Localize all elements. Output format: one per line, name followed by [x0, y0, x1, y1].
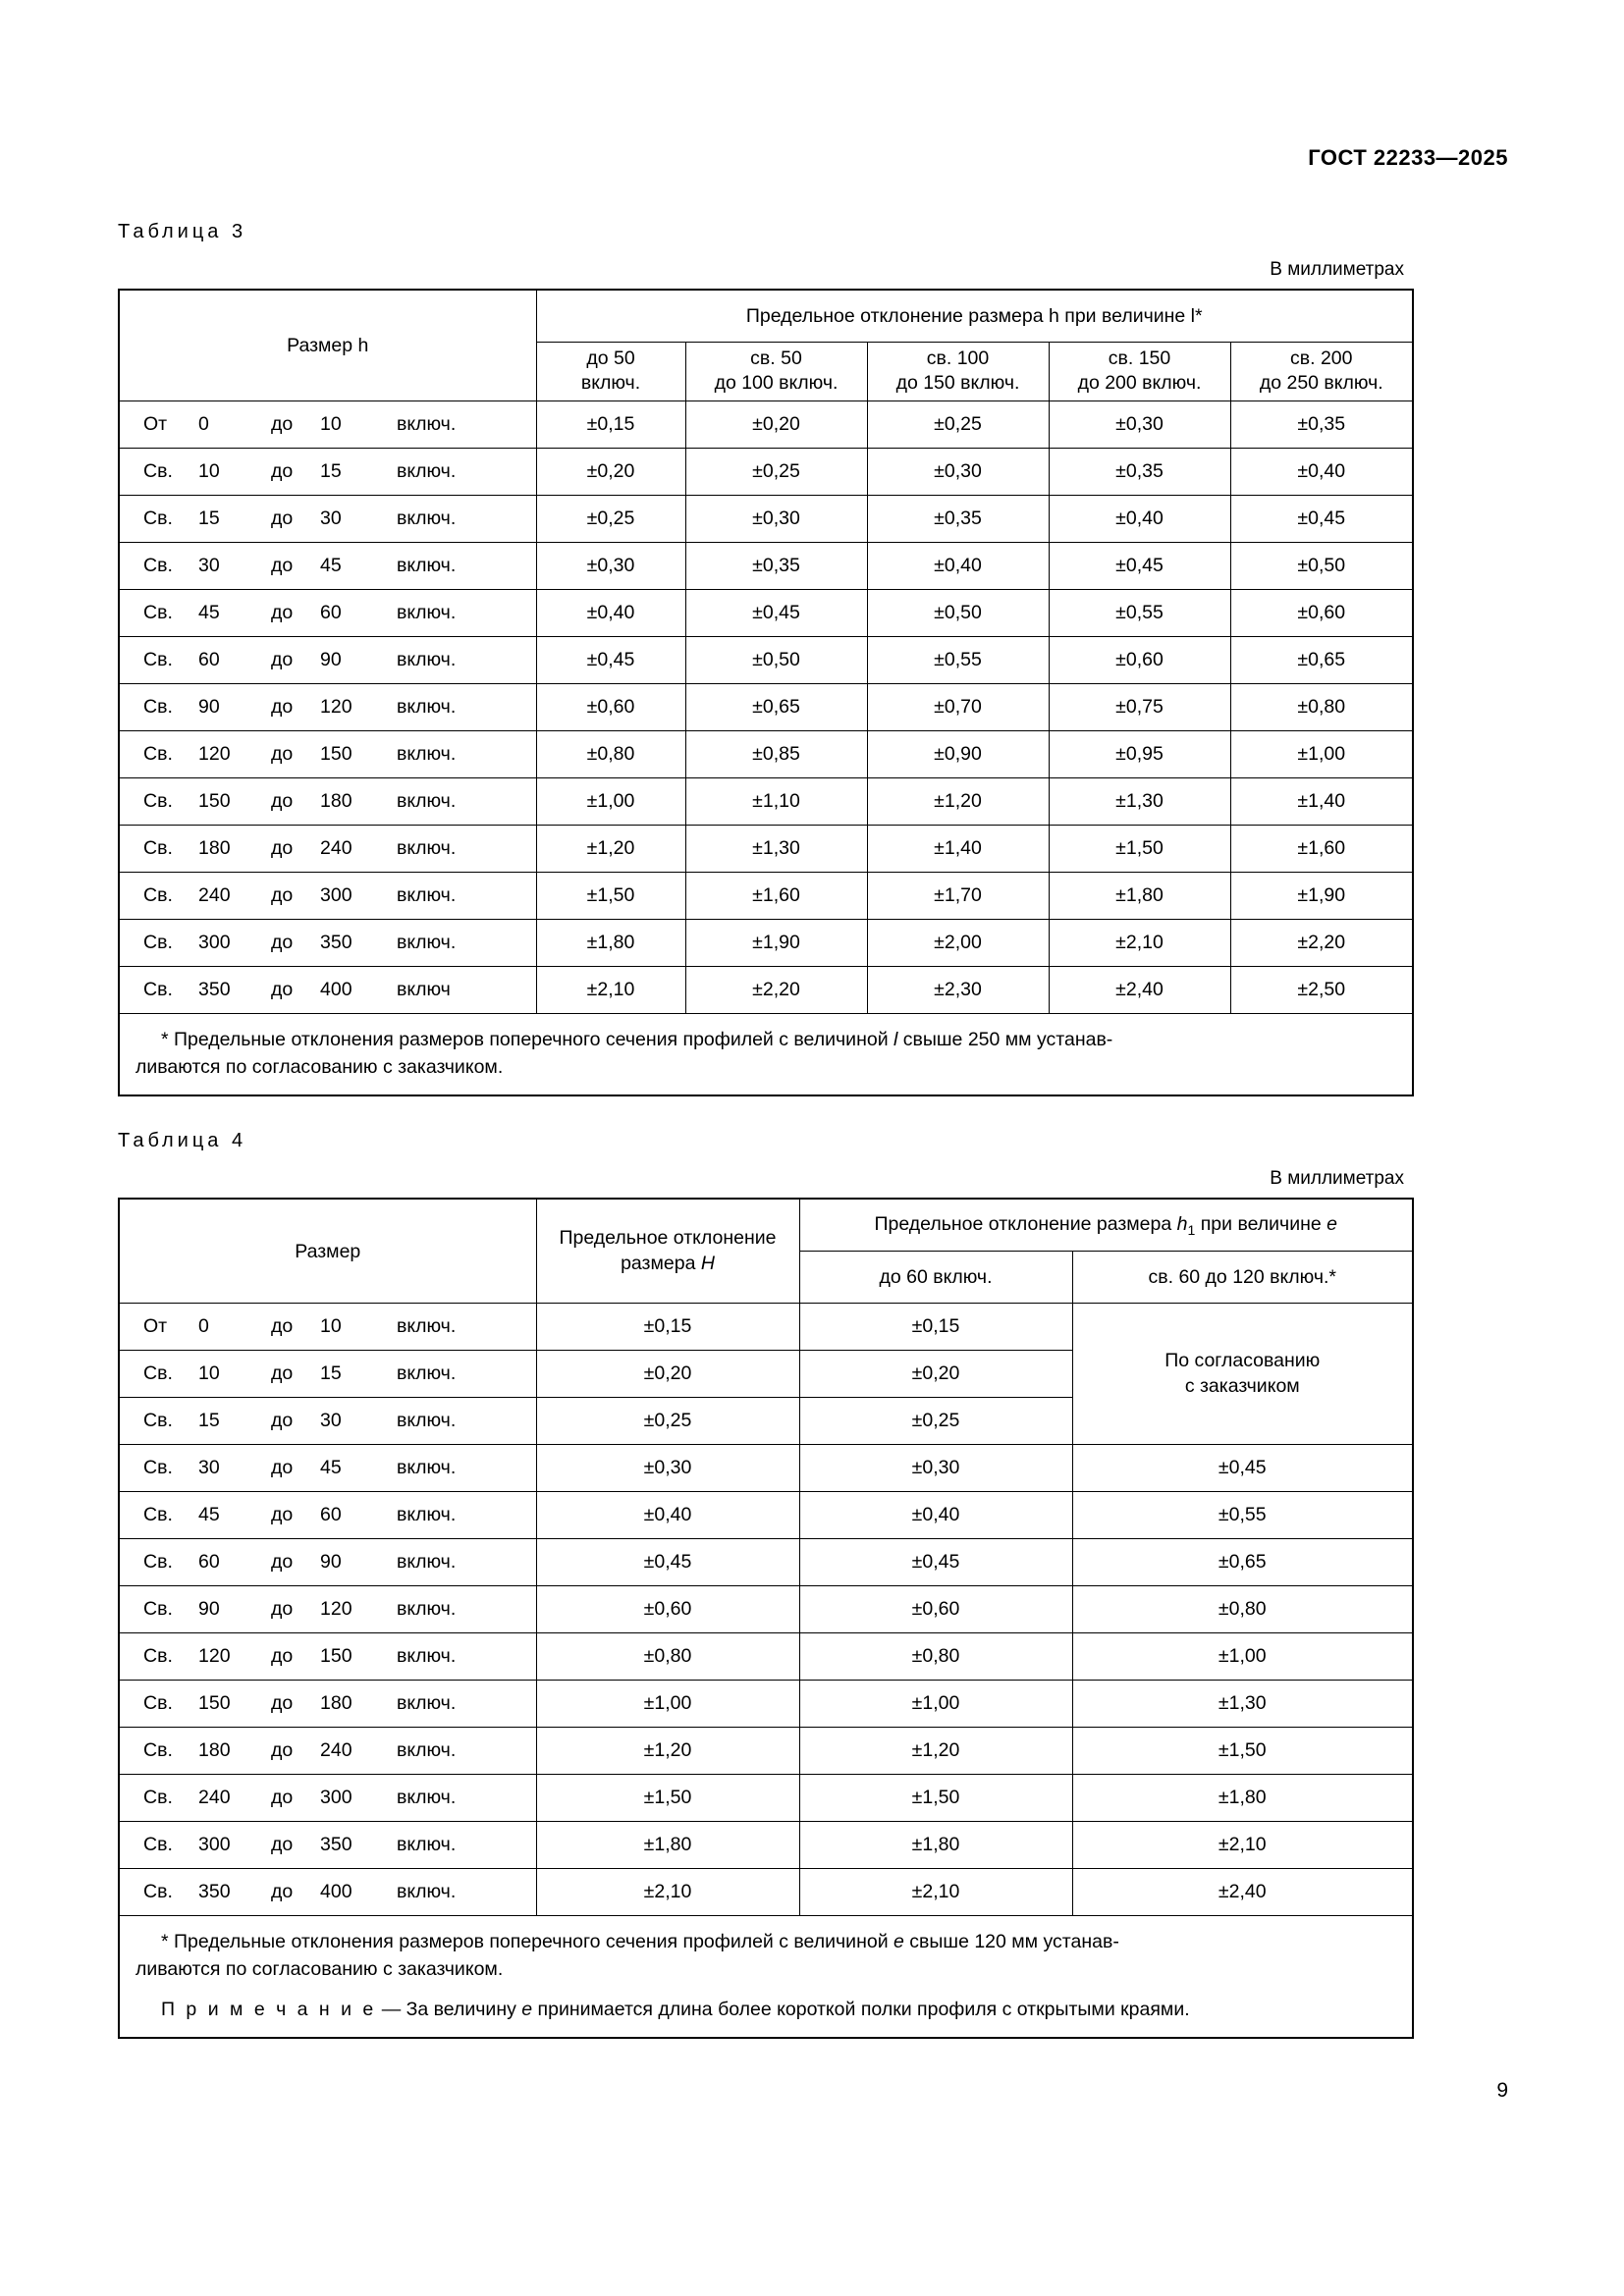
- table3-cell: ±1,30: [1049, 777, 1230, 825]
- table3-cell: ±1,00: [536, 777, 685, 825]
- table4-cell-h1: ±0,80: [799, 1633, 1072, 1681]
- table3-header-col-5: св. 200 до 250 включ.: [1230, 343, 1413, 401]
- table3-cell: ±1,60: [685, 872, 867, 919]
- table3-cell: ±0,90: [867, 730, 1049, 777]
- table3-range: Св. 10 до 15 включ.: [119, 448, 536, 495]
- table4-header-size: Размер: [119, 1199, 536, 1304]
- table-row: [119, 448, 1413, 495]
- table4-range: Св. 45 до 60 включ.: [119, 1492, 536, 1539]
- table3-range: Св. 45 до 60 включ.: [119, 589, 536, 636]
- table3-header-size: Размер h: [119, 290, 536, 400]
- table4-cell-H: ±1,20: [536, 1728, 799, 1775]
- table3-footnote: * Предельные отклонения размеров поперечного сечения профилей с величиной l свыше 250 мм устанав- ливаются по согласованию с заказчиком.: [119, 1013, 1413, 1095]
- table3-range: Св. 120 до 150 включ.: [119, 730, 536, 777]
- table3-cell: ±0,45: [1049, 542, 1230, 589]
- table-row: [119, 919, 1413, 966]
- table4-range: Св. 120 до 150 включ.: [119, 1633, 536, 1681]
- table3-cell: ±1,20: [536, 825, 685, 872]
- table-row: [119, 1869, 1413, 1916]
- table4-range: Св. 60 до 90 включ.: [119, 1539, 536, 1586]
- table4-cell-e: ±2,40: [1072, 1869, 1413, 1916]
- table3-footnote-row: [119, 1013, 1413, 1095]
- table-row: [119, 730, 1413, 777]
- table3-cell: ±2,50: [1230, 966, 1413, 1013]
- table4-cell-h1: ±0,60: [799, 1586, 1072, 1633]
- table3-units: В миллиметрах: [1270, 259, 1404, 280]
- table3-cell: ±0,30: [867, 448, 1049, 495]
- table3-range: Св. 300 до 350 включ.: [119, 919, 536, 966]
- table4-cell-e: ±1,00: [1072, 1633, 1413, 1681]
- table4-cell-H: ±1,50: [536, 1775, 799, 1822]
- table3-cell: ±1,40: [1230, 777, 1413, 825]
- table4-range: Св. 350 до 400 включ.: [119, 1869, 536, 1916]
- table4-cell-H: ±0,15: [536, 1304, 799, 1351]
- table4-range: Св. 15 до 30 включ.: [119, 1398, 536, 1445]
- table-row: [119, 1775, 1413, 1822]
- page-content: [116, 221, 1510, 2039]
- table3-cell: ±2,20: [1230, 919, 1413, 966]
- table3-header-col-2: св. 50 до 100 включ.: [685, 343, 867, 401]
- table4-range: От 0 до 10 включ.: [119, 1304, 536, 1351]
- table4-cell-H: ±0,40: [536, 1492, 799, 1539]
- table4-cell-h1: ±0,25: [799, 1398, 1072, 1445]
- table4-cell-H: ±1,80: [536, 1822, 799, 1869]
- table-row: [119, 1445, 1413, 1492]
- page-number: 9: [1496, 2079, 1508, 2102]
- table3-cell: ±0,40: [536, 589, 685, 636]
- table3-cell: ±0,70: [867, 683, 1049, 730]
- table4-header-deviation-H: Предельное отклонение размера H: [536, 1199, 799, 1304]
- table-row: [119, 589, 1413, 636]
- table3-cell: ±2,00: [867, 919, 1049, 966]
- table-row: [119, 1633, 1413, 1681]
- table3-cell: ±0,35: [867, 495, 1049, 542]
- table3-header-col-4: св. 150 до 200 включ.: [1049, 343, 1230, 401]
- table3-cell: ±0,65: [1230, 636, 1413, 683]
- table-row: [119, 636, 1413, 683]
- table3-cell: ±0,25: [685, 448, 867, 495]
- table3-cell: ±1,70: [867, 872, 1049, 919]
- table3-cell: ±1,10: [685, 777, 867, 825]
- table3-cell: ±0,95: [1049, 730, 1230, 777]
- table4-cell-h1: ±1,80: [799, 1822, 1072, 1869]
- table-row: [119, 825, 1413, 872]
- table3-caption: Таблица 3: [118, 221, 247, 242]
- table3-cell: ±0,45: [536, 636, 685, 683]
- table4-agreement-cell: По согласованию с заказчиком: [1072, 1304, 1413, 1445]
- table4-header-col-1: до 60 включ.: [799, 1252, 1072, 1304]
- table3-cell: ±0,30: [685, 495, 867, 542]
- table3-header-col-3: св. 100 до 150 включ.: [867, 343, 1049, 401]
- table4-cell-e: ±0,80: [1072, 1586, 1413, 1633]
- table3-cell: ±0,50: [685, 636, 867, 683]
- table3-range: Св. 30 до 45 включ.: [119, 542, 536, 589]
- table4-footnote: * Предельные отклонения размеров поперечного сечения профилей с величиной e свыше 120 мм устанав- ливаются по согласованию с заказчиком. П р и м е ч а н и е — За величину e принимается длина более короткой полки профиля с открытыми краями.: [119, 1916, 1413, 2038]
- table3-cell: ±0,60: [1230, 589, 1413, 636]
- table3-cell: ±1,00: [1230, 730, 1413, 777]
- table-row: [119, 1539, 1413, 1586]
- table-row: [119, 872, 1413, 919]
- table3-cell: ±0,35: [685, 542, 867, 589]
- table3-range: Св. 60 до 90 включ.: [119, 636, 536, 683]
- table3-header-row-1: [119, 290, 1413, 343]
- table3-cell: ±1,20: [867, 777, 1049, 825]
- table4-footnote-row: [119, 1916, 1413, 2038]
- table4-range: Св. 240 до 300 включ.: [119, 1775, 536, 1822]
- table3-cell: ±1,80: [1049, 872, 1230, 919]
- table3-cell: ±0,55: [1049, 589, 1230, 636]
- table3-cell: ±1,80: [536, 919, 685, 966]
- table4-cell-H: ±1,00: [536, 1681, 799, 1728]
- table3-cell: ±0,20: [536, 448, 685, 495]
- table-row: [119, 1586, 1413, 1633]
- table4-cell-e: ±1,30: [1072, 1681, 1413, 1728]
- table4-cell-H: ±0,80: [536, 1633, 799, 1681]
- table-row: [119, 1822, 1413, 1869]
- table3-cell: ±0,20: [685, 400, 867, 448]
- table4: [118, 1198, 1414, 2039]
- table-row: [119, 683, 1413, 730]
- table3-cell: ±2,20: [685, 966, 867, 1013]
- table4-cell-h1: ±1,20: [799, 1728, 1072, 1775]
- table4-range: Св. 150 до 180 включ.: [119, 1681, 536, 1728]
- table3-range: Св. 350 до 400 включ: [119, 966, 536, 1013]
- table-row: [119, 1492, 1413, 1539]
- table3-cell: ±0,35: [1230, 400, 1413, 448]
- table3-cell: ±0,75: [1049, 683, 1230, 730]
- table4-cell-h1: ±2,10: [799, 1869, 1072, 1916]
- table3-cell: ±1,90: [685, 919, 867, 966]
- table3-cell: ±0,25: [536, 495, 685, 542]
- table4-range: Св. 30 до 45 включ.: [119, 1445, 536, 1492]
- table3-header-col-1: до 50 включ.: [536, 343, 685, 401]
- table-row: [119, 542, 1413, 589]
- table3-range: Св. 15 до 30 включ.: [119, 495, 536, 542]
- table3-header-deviation-group: Предельное отклонение размера h при величине l*: [536, 290, 1413, 343]
- table3-range: Св. 150 до 180 включ.: [119, 777, 536, 825]
- table4-cell-h1: ±1,00: [799, 1681, 1072, 1728]
- table4-cell-H: ±0,25: [536, 1398, 799, 1445]
- table3-cell: ±0,60: [1049, 636, 1230, 683]
- table3-cell: ±0,50: [1230, 542, 1413, 589]
- table4-cell-e: ±1,80: [1072, 1775, 1413, 1822]
- table3-cell: ±2,30: [867, 966, 1049, 1013]
- table3-cell: ±0,65: [685, 683, 867, 730]
- table4-cell-e: ±1,50: [1072, 1728, 1413, 1775]
- table4-header-row-1: [119, 1199, 1413, 1252]
- table-row: [119, 400, 1413, 448]
- table4-cell-h1: ±1,50: [799, 1775, 1072, 1822]
- table3-cell: ±1,60: [1230, 825, 1413, 872]
- table3-cell: ±0,30: [1049, 400, 1230, 448]
- table3-cell: ±0,60: [536, 683, 685, 730]
- table3-cell: ±2,40: [1049, 966, 1230, 1013]
- table-row: [119, 1681, 1413, 1728]
- table3-cell: ±0,35: [1049, 448, 1230, 495]
- table3-cell: ±0,55: [867, 636, 1049, 683]
- table4-caption: Таблица 4: [118, 1130, 247, 1152]
- table4-cell-H: ±0,20: [536, 1351, 799, 1398]
- table3-cell: ±1,40: [867, 825, 1049, 872]
- table3-range: Св. 240 до 300 включ.: [119, 872, 536, 919]
- table3: [118, 289, 1414, 1096]
- table3-cell: ±2,10: [536, 966, 685, 1013]
- table3-cell: ±0,80: [1230, 683, 1413, 730]
- table3-cell: ±0,50: [867, 589, 1049, 636]
- table4-cell-e: ±0,45: [1072, 1445, 1413, 1492]
- table3-range: От 0 до 10 включ.: [119, 400, 536, 448]
- table-row: [119, 966, 1413, 1013]
- table4-cell-h1: ±0,40: [799, 1492, 1072, 1539]
- table4-cell-h1: ±0,15: [799, 1304, 1072, 1351]
- table4-cell-H: ±0,60: [536, 1586, 799, 1633]
- table3-cell: ±0,45: [1230, 495, 1413, 542]
- table4-cell-e: ±0,55: [1072, 1492, 1413, 1539]
- table4-header-deviation-h1-group: Предельное отклонение размера $h_1$ при величине e: [799, 1199, 1413, 1252]
- table3-cell: ±0,40: [867, 542, 1049, 589]
- table4-cell-e: ±2,10: [1072, 1822, 1413, 1869]
- table3-cell: ±2,10: [1049, 919, 1230, 966]
- table-row: [119, 1728, 1413, 1775]
- table3-cell: ±0,80: [536, 730, 685, 777]
- table4-range: Св. 10 до 15 включ.: [119, 1351, 536, 1398]
- table3-cell: ±0,25: [867, 400, 1049, 448]
- table4-cell-e: ±0,65: [1072, 1539, 1413, 1586]
- standard-number: ГОСТ 22233—2025: [1308, 145, 1508, 170]
- table3-cell: ±1,50: [536, 872, 685, 919]
- page-header: [1308, 145, 1508, 171]
- table3-range: Св. 90 до 120 включ.: [119, 683, 536, 730]
- table3-cell: ±0,40: [1230, 448, 1413, 495]
- table4-cell-h1: ±0,20: [799, 1351, 1072, 1398]
- table4-units: В миллиметрах: [1270, 1168, 1404, 1190]
- table4-range: Св. 180 до 240 включ.: [119, 1728, 536, 1775]
- table3-range: Св. 180 до 240 включ.: [119, 825, 536, 872]
- table4-cell-H: ±0,45: [536, 1539, 799, 1586]
- table3-cell: ±0,40: [1049, 495, 1230, 542]
- table3-cell: ±1,50: [1049, 825, 1230, 872]
- table4-cell-H: ±0,30: [536, 1445, 799, 1492]
- table3-cell: ±0,30: [536, 542, 685, 589]
- table3-cell: ±0,15: [536, 400, 685, 448]
- table3-cell: ±0,45: [685, 589, 867, 636]
- table-row: [119, 495, 1413, 542]
- table3-cell: ±0,85: [685, 730, 867, 777]
- table3-cell: ±1,90: [1230, 872, 1413, 919]
- table-row: [119, 1304, 1413, 1351]
- table4-cell-H: ±2,10: [536, 1869, 799, 1916]
- table4-range: Св. 300 до 350 включ.: [119, 1822, 536, 1869]
- table4-cell-h1: ±0,45: [799, 1539, 1072, 1586]
- table4-header-col-2: св. 60 до 120 включ.*: [1072, 1252, 1413, 1304]
- table-row: [119, 777, 1413, 825]
- table4-range: Св. 90 до 120 включ.: [119, 1586, 536, 1633]
- table4-cell-h1: ±0,30: [799, 1445, 1072, 1492]
- table3-cell: ±1,30: [685, 825, 867, 872]
